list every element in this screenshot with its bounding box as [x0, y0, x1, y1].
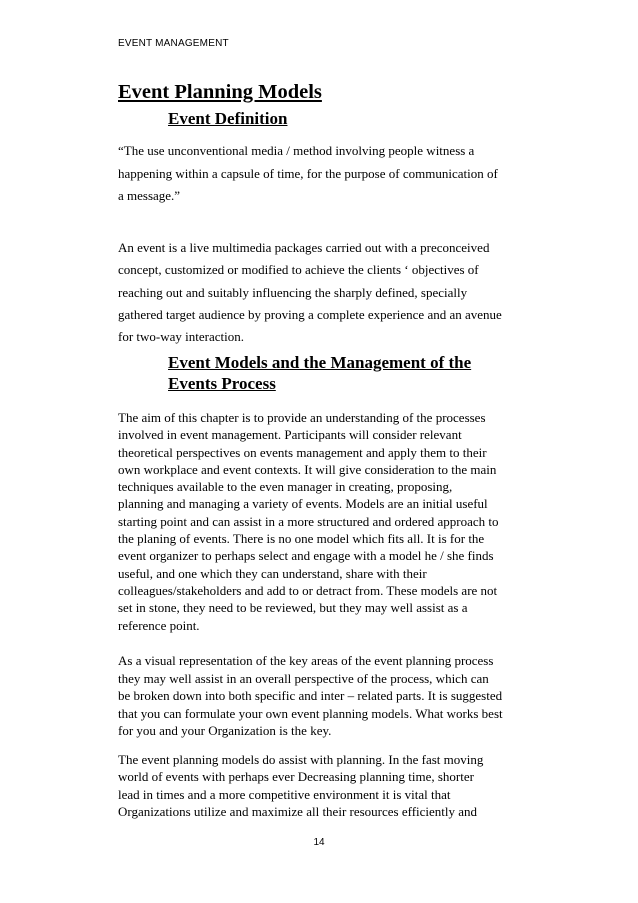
text-line: theoretical perspectives on events management and apply them to their: [118, 444, 487, 460]
running-header: EVENT MANAGEMENT: [118, 38, 229, 49]
page-number: 14: [313, 837, 325, 848]
section-heading: [168, 352, 568, 394]
text-line: The aim of this chapter is to provide an understanding of the processes: [118, 410, 486, 425]
definition-quote: [118, 140, 538, 208]
text-line: involved in event management. Participants will consider relevant: [118, 427, 462, 443]
heading-line: Event Models and the Management of the: [168, 353, 472, 372]
text-line: useful, and one which they can understand, share with their: [118, 565, 427, 581]
text-line: As a visual representation of the key areas of the event planning process: [118, 653, 494, 668]
text-line: happening within a capsule of time, for the purpose of communication of: [118, 165, 498, 181]
text-line: concept, customized or modified to achieve the clients ‘ objectives of: [118, 262, 479, 278]
text-line: colleagues/stakeholders and add to or detract from. These models are not: [118, 582, 498, 598]
text-line: Organizations utilize and maximize all their resources efficiently and: [118, 804, 478, 820]
text-line: reference point.: [118, 617, 200, 633]
chapter-aim-paragraph: [118, 409, 538, 634]
text-line: set in stone, they need to be reviewed, but they may well assist as a: [118, 600, 468, 616]
event-description-paragraph: [118, 237, 538, 348]
text-line: the planing of events. There is no one model which fits all. It is for the: [118, 531, 485, 547]
text-line: An event is a live multimedia packages carried out with a preconceived: [118, 240, 490, 255]
heading-line: Events Process: [168, 374, 276, 393]
section-subtitle: Event Definition: [168, 109, 288, 128]
text-line: The event planning models do assist with planning. In the fast moving: [118, 752, 484, 767]
text-line: own workplace and event contexts. It will give consideration to the main: [118, 461, 497, 477]
planning-models-paragraph: [118, 751, 538, 821]
text-line: planning and managing a variety of events. Models are an initial useful: [118, 496, 488, 512]
page-title: Event Planning Models: [118, 81, 322, 103]
text-line: a message.”: [118, 188, 181, 203]
text-line: event organizer to perhaps select and engage with a model he / she finds: [118, 548, 494, 564]
text-line: that you can formulate your own event planning models. What works best: [118, 705, 503, 721]
text-line: gathered target audience by proving a complete experience and an avenue: [118, 306, 502, 322]
text-line: reaching out and suitably influencing the sharply defined, specially: [118, 284, 468, 300]
text-line: for you and your Organization is the key.: [118, 723, 332, 739]
text-line: they may well assist in an overall perspective of the process, which can: [118, 670, 489, 686]
text-line: starting point and can assist in a more structured and ordered approach to: [118, 513, 499, 529]
text-line: techniques available to the even manager in creating, proposing,: [118, 479, 453, 495]
text-line: lead in times and a more competitive environment it is vital that: [118, 786, 451, 802]
text-line: be broken down into both specific and inter – related parts. It is suggested: [118, 688, 503, 704]
text-line: for two-way interaction.: [118, 329, 244, 345]
visual-representation-paragraph: [118, 652, 538, 740]
text-line: “The use unconventional media / method involving people witness a: [118, 143, 475, 158]
text-line: world of events with perhaps ever Decreasing planning time, shorter: [118, 769, 474, 785]
